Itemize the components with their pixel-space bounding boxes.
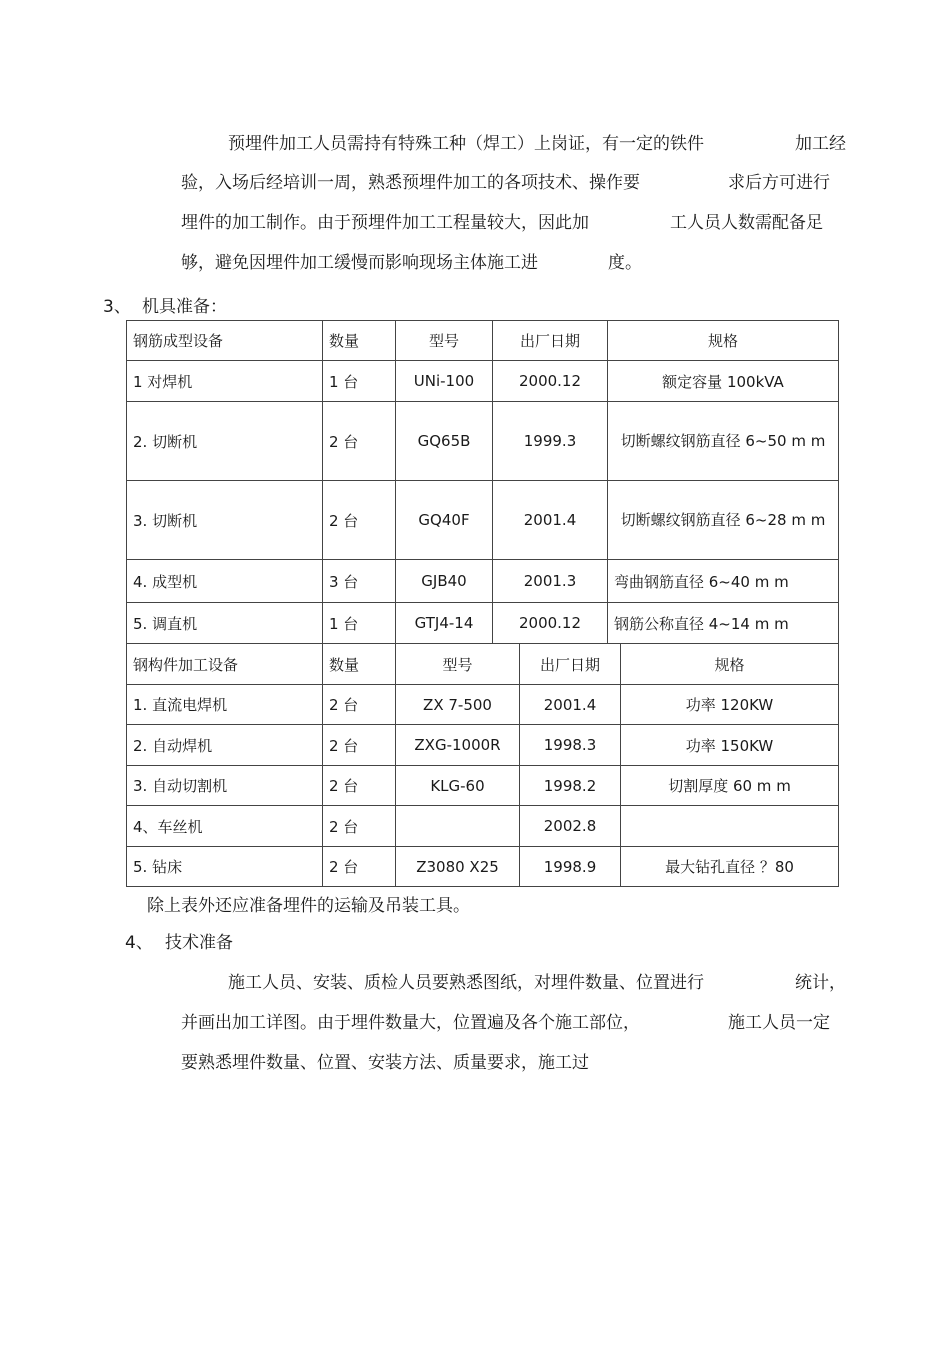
table1-header-cell: 型号 bbox=[396, 321, 493, 361]
table-cell: 切断螺纹钢筋直径 6~28 m m bbox=[608, 481, 839, 560]
table1-header-cell: 规格 bbox=[608, 321, 839, 361]
section3-number: 3、 bbox=[103, 297, 131, 317]
table-cell: 1 台 bbox=[323, 603, 396, 644]
table-cell: 3 台 bbox=[323, 560, 396, 603]
table-row bbox=[127, 402, 839, 481]
para1-line2-end: 求后方可进行 bbox=[728, 173, 830, 193]
table-cell: Z3080 X25 bbox=[396, 847, 520, 887]
table-cell: 2 台 bbox=[323, 847, 396, 887]
section3-title: 机具准备： bbox=[142, 297, 227, 317]
para2-line1-end: 统计， bbox=[795, 973, 846, 993]
table-cell: 2001.4 bbox=[520, 685, 621, 725]
table-cell: 2002.8 bbox=[520, 806, 621, 847]
table-cell bbox=[396, 806, 520, 847]
table-cell: 2001.3 bbox=[493, 560, 608, 603]
para1-line1: 预埋件加工人员需持有特殊工种（焊工）上岗证，有一定的铁件 bbox=[228, 134, 704, 154]
section4-title: 技术准备 bbox=[165, 933, 233, 953]
table-cell: 4. 成型机 bbox=[127, 560, 323, 603]
table-cell: 1 对焊机 bbox=[127, 361, 323, 402]
para2-line2: 并画出加工详图。由于埋件数量大，位置遍及各个施工部位， bbox=[181, 1013, 640, 1033]
table2-header-row bbox=[127, 644, 839, 685]
para1-line4-end: 度。 bbox=[608, 253, 642, 273]
para2-line1: 施工人员、安装、质检人员要熟悉图纸，对埋件数量、位置进行 bbox=[228, 973, 704, 993]
equipment-tables bbox=[126, 320, 838, 887]
table-row bbox=[127, 560, 839, 603]
table-row bbox=[127, 847, 839, 887]
table-cell: 2. 自动焊机 bbox=[127, 725, 323, 766]
table-cell: UNi-100 bbox=[396, 361, 493, 402]
para1-line2: 验，入场后经培训一周，熟悉预埋件加工的各项技术、操作要 bbox=[181, 173, 640, 193]
table-cell: 弯曲钢筋直径 6~40 m m bbox=[608, 560, 839, 603]
table-cell: 2000.12 bbox=[493, 361, 608, 402]
table-cell: 2 台 bbox=[323, 766, 396, 806]
para1-line3-end: 工人员人数需配备足 bbox=[670, 213, 823, 233]
steel-equipment-table bbox=[126, 643, 839, 887]
table-cell: ZXG-1000R bbox=[396, 725, 520, 766]
table-cell: 5. 调直机 bbox=[127, 603, 323, 644]
table2-header-cell: 钢构件加工设备 bbox=[127, 644, 323, 685]
table2-header-cell: 出厂日期 bbox=[520, 644, 621, 685]
table1-header-row bbox=[127, 321, 839, 361]
para1-line3: 埋件的加工制作。由于预埋件加工工程量较大，因此加 bbox=[181, 213, 589, 233]
rebar-equipment-table bbox=[126, 320, 839, 644]
table-cell: 额定容量 100kVA bbox=[608, 361, 839, 402]
table-cell: 3. 自动切割机 bbox=[127, 766, 323, 806]
table-row bbox=[127, 361, 839, 402]
table-cell: 1998.3 bbox=[520, 725, 621, 766]
table-cell: 2 台 bbox=[323, 685, 396, 725]
table1-header-cell: 出厂日期 bbox=[493, 321, 608, 361]
table-row bbox=[127, 685, 839, 725]
table-cell: 功率 120KW bbox=[621, 685, 839, 725]
table-cell: 2 台 bbox=[323, 402, 396, 481]
table-cell: 钢筋公称直径 4~14 m m bbox=[608, 603, 839, 644]
table1-header-cell: 钢筋成型设备 bbox=[127, 321, 323, 361]
table-cell: 切割厚度 60 m m bbox=[621, 766, 839, 806]
table-cell: GQ40F bbox=[396, 481, 493, 560]
table-cell: 2000.12 bbox=[493, 603, 608, 644]
table-cell: 1 台 bbox=[323, 361, 396, 402]
table-row bbox=[127, 481, 839, 560]
table-cell: 2. 切断机 bbox=[127, 402, 323, 481]
table-cell: 2001.4 bbox=[493, 481, 608, 560]
para1-line4: 够，避免因埋件加工缓慢而影响现场主体施工进 bbox=[181, 253, 538, 273]
section4-number: 4、 bbox=[125, 933, 153, 953]
table-row bbox=[127, 725, 839, 766]
table-cell: 1998.9 bbox=[520, 847, 621, 887]
table-cell: 5. 钻床 bbox=[127, 847, 323, 887]
table2-header-cell: 规格 bbox=[621, 644, 839, 685]
table-cell: 1999.3 bbox=[493, 402, 608, 481]
table2-header-cell: 数量 bbox=[323, 644, 396, 685]
table-cell: GTJ4-14 bbox=[396, 603, 493, 644]
para2-line3: 要熟悉埋件数量、位置、安装方法、质量要求，施工过 bbox=[181, 1053, 589, 1073]
table-cell: 最大钻孔直径 ？80 bbox=[621, 847, 839, 887]
table-cell bbox=[621, 806, 839, 847]
table-cell: ZX 7-500 bbox=[396, 685, 520, 725]
table-cell: 1998.2 bbox=[520, 766, 621, 806]
table-cell: 2 台 bbox=[323, 725, 396, 766]
table-cell: GQ65B bbox=[396, 402, 493, 481]
table-cell: 切断螺纹钢筋直径 6~50 m m bbox=[608, 402, 839, 481]
table1-header-cell: 数量 bbox=[323, 321, 396, 361]
table2-header-cell: 型号 bbox=[396, 644, 520, 685]
table-note: 除上表外还应准备埋件的运输及吊装工具。 bbox=[147, 896, 470, 916]
table-row bbox=[127, 603, 839, 644]
para2-line2-end: 施工人员一定 bbox=[728, 1013, 830, 1033]
table-row bbox=[127, 766, 839, 806]
table-cell: 1. 直流电焊机 bbox=[127, 685, 323, 725]
table-cell: 4、车丝机 bbox=[127, 806, 323, 847]
table-row bbox=[127, 806, 839, 847]
table-cell: 功率 150KW bbox=[621, 725, 839, 766]
table-cell: KLG-60 bbox=[396, 766, 520, 806]
para1-line1-end: 加工经 bbox=[795, 134, 846, 154]
table-cell: 3. 切断机 bbox=[127, 481, 323, 560]
table-cell: 2 台 bbox=[323, 481, 396, 560]
table-cell: 2 台 bbox=[323, 806, 396, 847]
table-cell: GJB40 bbox=[396, 560, 493, 603]
